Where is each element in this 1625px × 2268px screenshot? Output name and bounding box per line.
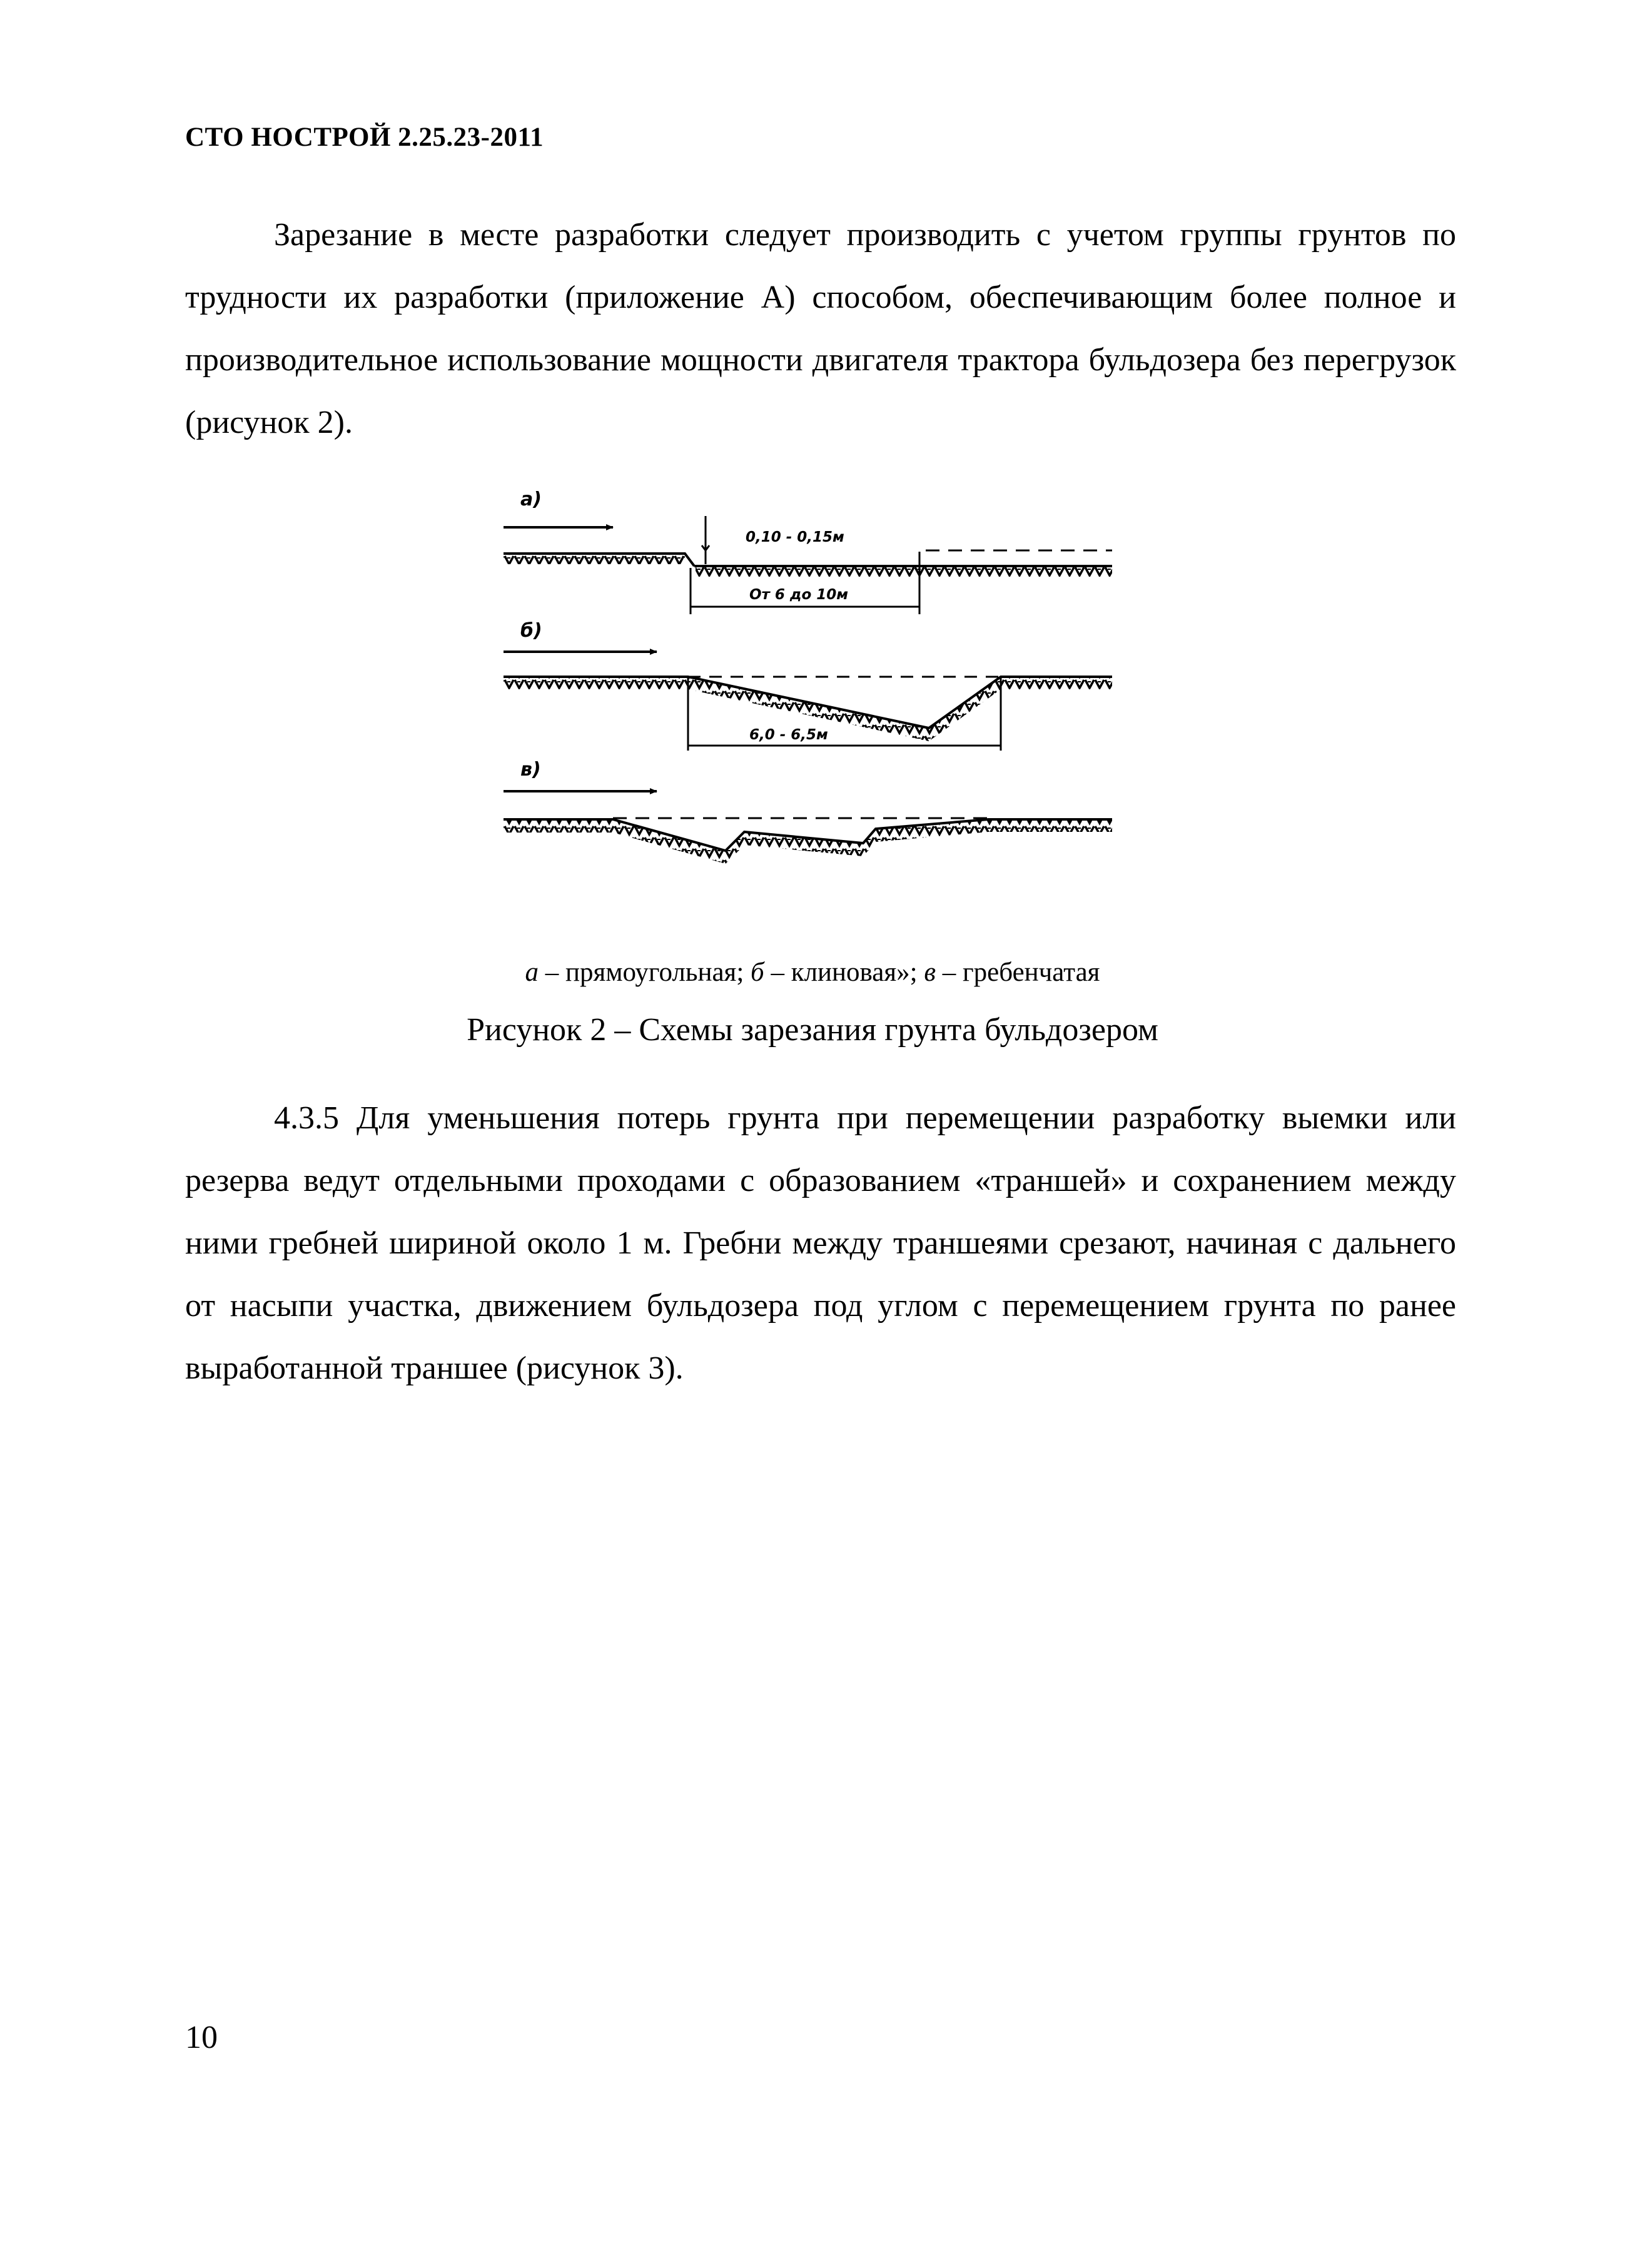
- figure-caption: Рисунок 2 – Схемы зарезания грунта бульдозером: [467, 1012, 1158, 1048]
- panel-c-label: в): [520, 759, 541, 781]
- soil-hatch-c: [504, 820, 1112, 864]
- soil-hatch-a-left: [504, 554, 685, 564]
- panel-a-label: а): [520, 489, 542, 510]
- figure-legend: [0, 957, 1625, 988]
- document-code-header: СТО НОСТРОЙ 2.25.23-2011: [185, 123, 544, 152]
- legend-text-c: – гребенчатая: [936, 958, 1100, 987]
- panel-b-label: б): [520, 620, 542, 642]
- legend-letter-c: в: [924, 958, 936, 987]
- panel-b-wedge-scheme: [504, 620, 1112, 751]
- panel-c-comb-scheme: [504, 759, 1112, 864]
- legend-text-b: – клиновая»;: [764, 958, 924, 987]
- legend-letter-b: б: [751, 958, 764, 987]
- soil-hatch-a-cut: [696, 567, 1112, 577]
- length-dimension-a-label: От 6 до 10м: [749, 587, 849, 603]
- panel-a-rectangular-scheme: [504, 489, 1112, 614]
- paragraph-cutting-method: Зарезание в месте разработки следует производить с учетом группы грунтов по трудности их разработки (приложение А) способом, обеспечивающим более полное и производительное использование мощности двигателя трактора бульдозера без перегрузок (рисунок 2).: [185, 217, 1456, 440]
- legend-letter-a: а: [525, 958, 539, 987]
- depth-dimension-label: 0,10 - 0,15м: [746, 529, 844, 545]
- page-number: 10: [185, 2020, 218, 2055]
- paragraph-4-3-5: 4.3.5 Для уменьшения потерь грунта при перемещении разработку выемки или резерва ведут отдельными проходами с образованием «траншей» и сохранением между ними гребней шириной около 1 м. Гребни между траншеями срезают, начиная с дальнего от насыпи участка, движением бульдозера под углом с перемещением грунта по ранее выработанной траншее (рисунок 3).: [185, 1100, 1456, 1386]
- legend-text-a: – прямоугольная;: [539, 958, 751, 987]
- cutting-schemes-figure: [494, 488, 1132, 901]
- length-dimension-b-label: 6,0 - 6,5м: [749, 727, 828, 743]
